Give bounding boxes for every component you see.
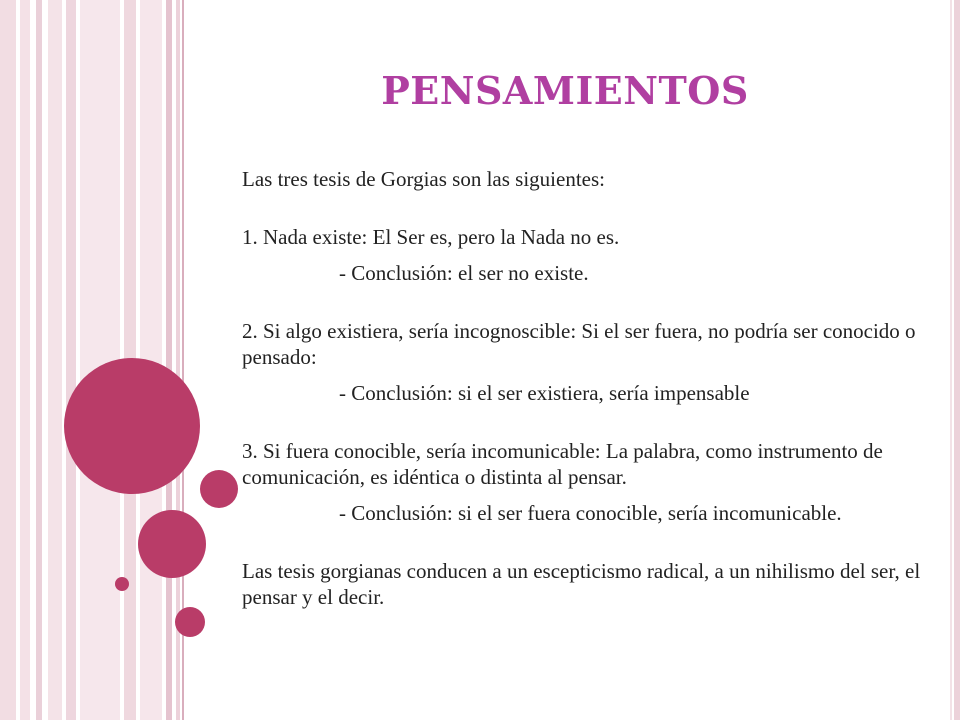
thesis-1: 1. Nada existe: El Ser es, pero la Nada no es. <box>242 225 620 249</box>
decorative-stripe <box>36 0 42 720</box>
decorative-stripe <box>166 0 172 720</box>
decorative-circle-medium <box>138 510 206 578</box>
closing-text: Las tesis gorgianas conducen a un escepticismo radical, a un nihilismo del ser, el pensar y el decir. <box>242 559 921 609</box>
slide-title: PENSAMIENTOS <box>381 68 749 113</box>
slide-body <box>242 166 922 610</box>
conclusion-1: - Conclusión: el ser no existe. <box>339 261 589 285</box>
conclusion-3: - Conclusión: si el ser fuera conocible, sería incomunicable. <box>339 501 842 525</box>
decorative-stripe <box>0 0 16 720</box>
intro-text: Las tres tesis de Gorgias son las siguientes: <box>242 167 605 191</box>
decorative-circle-large <box>64 358 200 494</box>
decorative-circle-small <box>175 607 205 637</box>
right-border <box>950 0 952 720</box>
right-border <box>954 0 960 720</box>
decorative-stripe <box>20 0 30 720</box>
decorative-stripe <box>48 0 62 720</box>
decorative-circle-small <box>200 470 238 508</box>
conclusion-2: - Conclusión: si el ser existiera, sería impensable <box>339 381 750 405</box>
thesis-2: 2. Si algo existiera, sería incognoscible: Si el ser fuera, no podría ser conocido o pensado: <box>242 319 916 369</box>
decorative-stripe <box>66 0 76 720</box>
decorative-circle-dot <box>115 577 129 591</box>
thesis-3: 3. Si fuera conocible, sería incomunicable: La palabra, como instrumento de comunicación, es idéntica o distinta al pensar. <box>242 439 883 489</box>
